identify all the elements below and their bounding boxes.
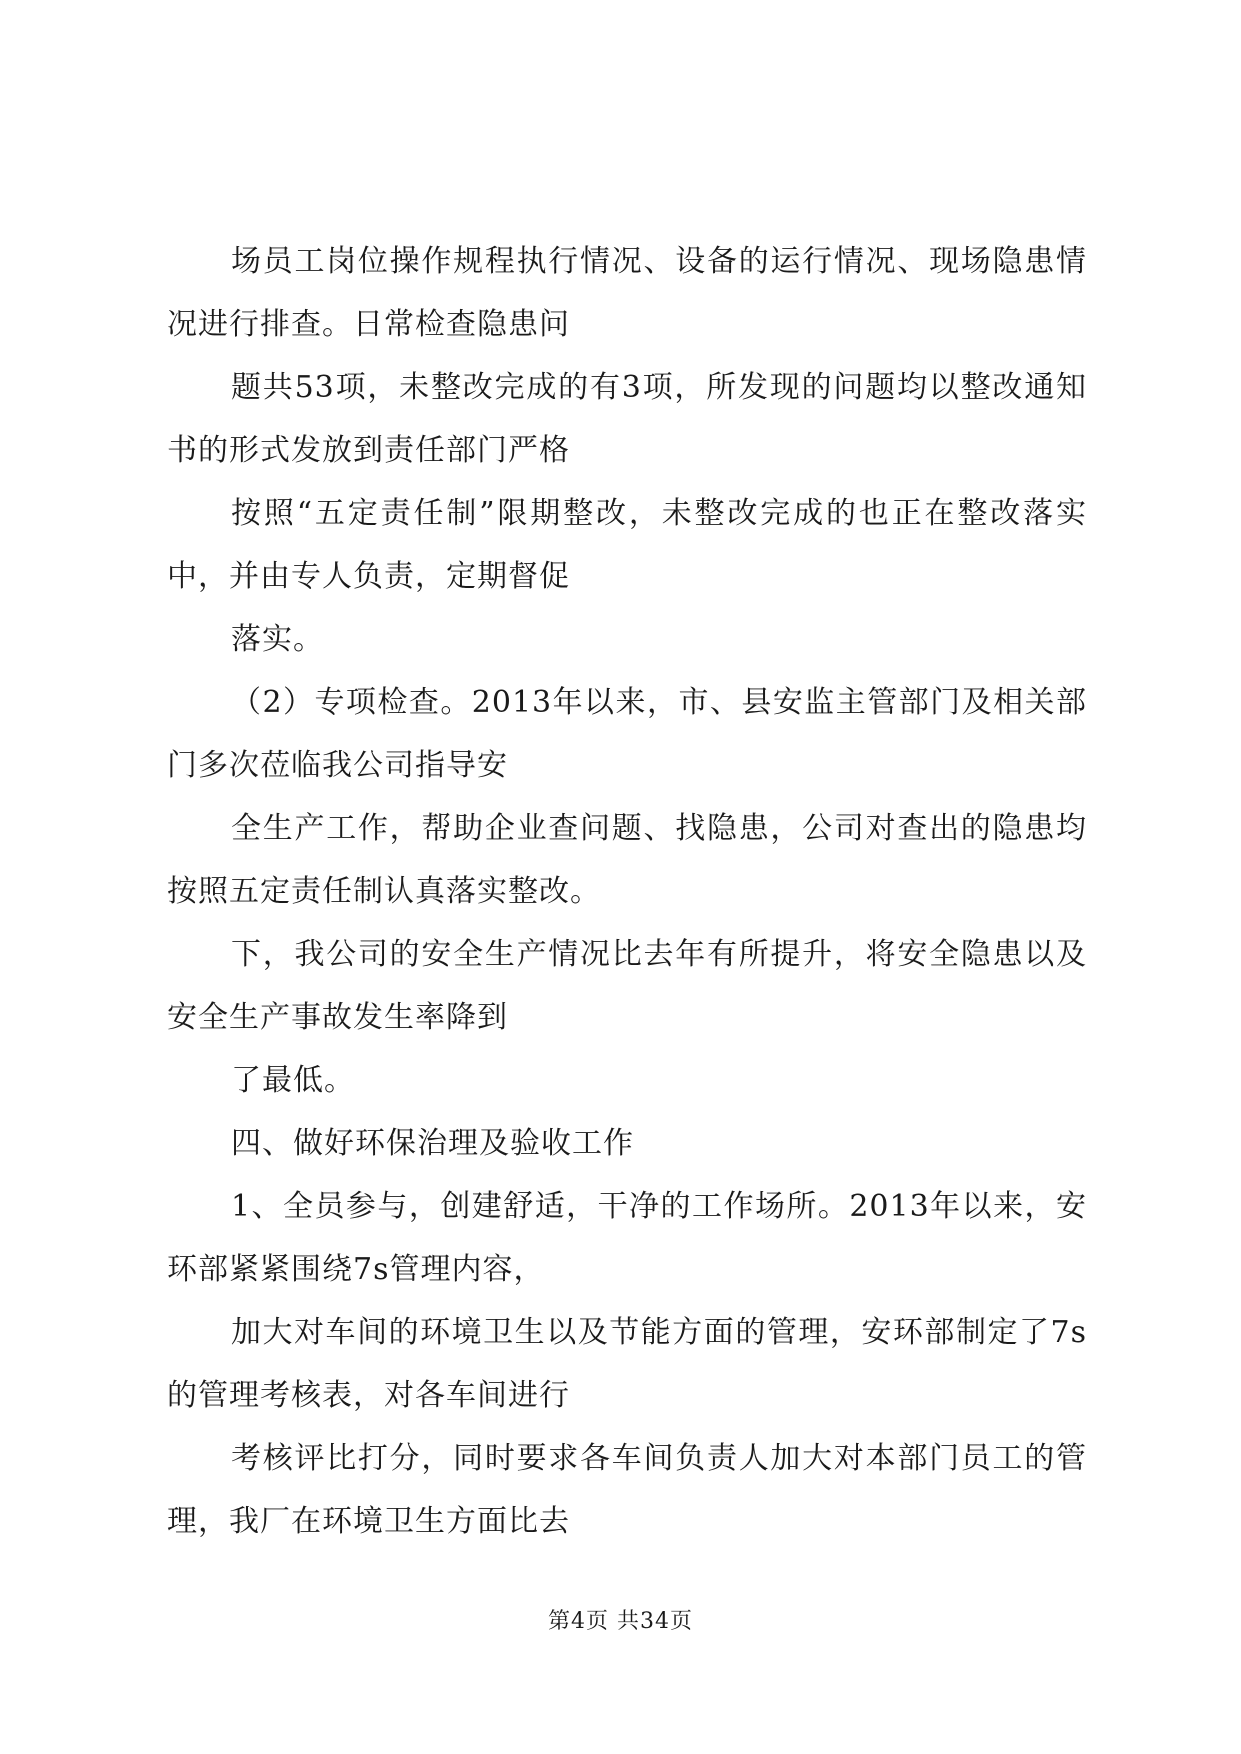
paragraph: 全生产工作，帮助企业查问题、找隐患，公司对查出的隐患均按照五定责任制认真落实整改。 (167, 811, 1087, 909)
paragraph: （2）专项检查。2013年以来，市、县安监主管部门及相关部门多次莅临我公司指导安 (167, 685, 1087, 783)
paragraph: 1、全员参与，创建舒适，干净的工作场所。2013年以来，安环部紧紧围绕7s管理内容， (167, 1189, 1087, 1287)
paragraph: 考核评比打分，同时要求各车间负责人加大对本部门员工的管理，我厂在环境卫生方面比去 (167, 1441, 1087, 1539)
page-footer: 第4页 共34页 (548, 1609, 693, 1634)
paragraph: 下，我公司的安全生产情况比去年有所提升，将安全隐患以及安全生产事故发生率降到 (167, 937, 1087, 1035)
paragraph: 了最低。 (231, 1063, 355, 1098)
paragraph: 加大对车间的环境卫生以及节能方面的管理，安环部制定了7s的管理考核表，对各车间进行 (167, 1315, 1087, 1413)
paragraph: 场员工岗位操作规程执行情况、设备的运行情况、现场隐患情况进行排查。日常检查隐患问 (167, 244, 1087, 342)
paragraph: 按照“五定责任制”限期整改，未整改完成的也正在整改落实中，并由专人负责，定期督促 (167, 496, 1087, 594)
section-heading: 四、做好环保治理及验收工作 (231, 1126, 634, 1161)
paragraph: 落实。 (231, 622, 324, 657)
document-body (167, 230, 1087, 1553)
paragraph: 题共53项，未整改完成的有3项，所发现的问题均以整改通知书的形式发放到责任部门严格 (167, 370, 1087, 468)
